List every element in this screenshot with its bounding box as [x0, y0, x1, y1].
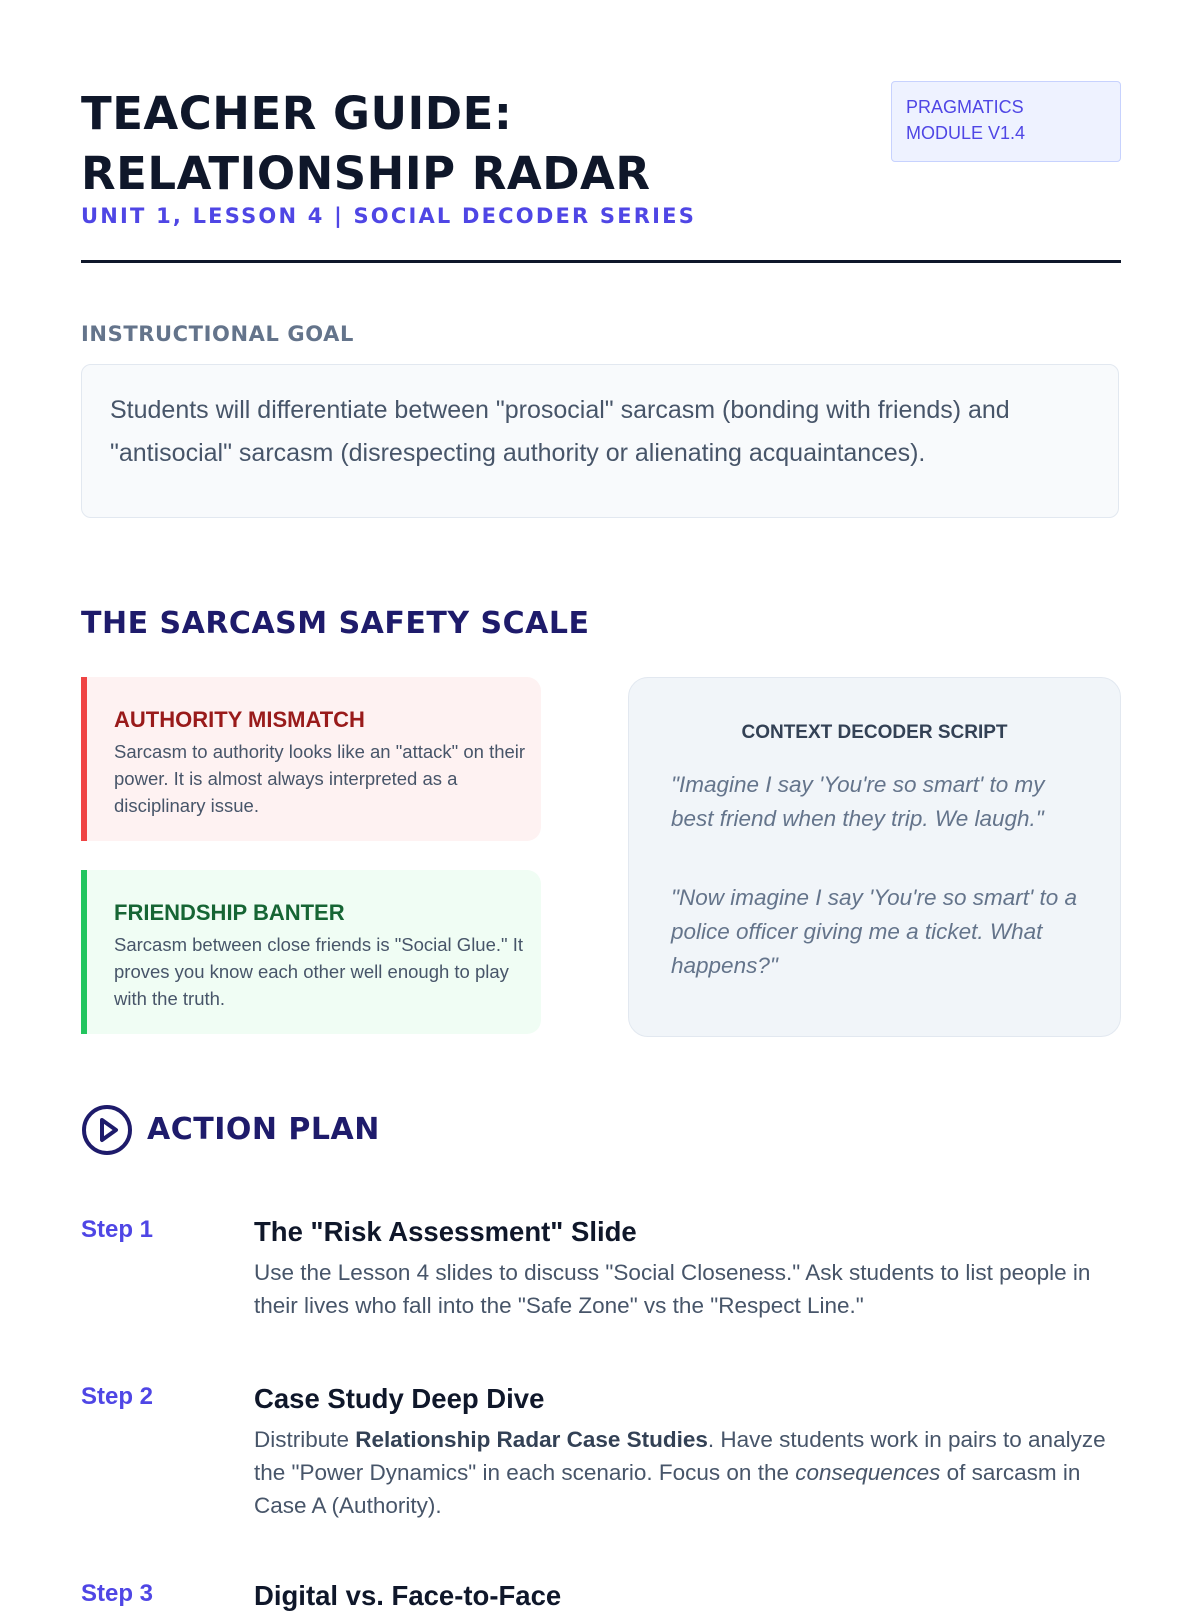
page-title-line-1: TEACHER GUIDE:	[81, 87, 513, 140]
friendship-banter-card	[81, 870, 541, 1034]
case-studies-emphasis: Relationship Radar Case Studies	[355, 1427, 708, 1452]
header-divider	[81, 260, 1121, 263]
module-badge	[891, 81, 1121, 162]
step-desc-text: of sarcasm in Case A (Authority).	[254, 1460, 1081, 1518]
card-text: Sarcasm to authority looks like an "attack" on their power. It is almost always interpreted as a disciplinary issue.	[114, 741, 526, 816]
card-title: FRIENDSHIP BANTER	[114, 900, 345, 925]
module-badge-line-1: PRAGMATICS	[906, 97, 1024, 117]
step-number: Step 2	[81, 1383, 154, 1410]
context-decoder-script-box	[628, 677, 1121, 1037]
consequences-emphasis: consequences	[795, 1460, 941, 1485]
action-plan-title: ACTION PLAN	[147, 1112, 380, 1147]
step-number: Step 1	[81, 1216, 154, 1243]
step-desc-text: Distribute	[254, 1427, 356, 1452]
script-quote: "Imagine I say 'You're so smart' to my best friend when they trip. We laugh."	[671, 772, 1045, 831]
authority-mismatch-card	[81, 677, 541, 841]
module-badge-line-2: MODULE V1.4	[906, 123, 1026, 143]
goal-box	[81, 364, 1119, 518]
step-title: Digital vs. Face-to-Face	[254, 1580, 562, 1611]
card-title: AUTHORITY MISMATCH	[114, 707, 365, 732]
play-circle-icon	[81, 1104, 133, 1156]
scale-section-title: THE SARCASM SAFETY SCALE	[81, 606, 590, 641]
step-description	[254, 1423, 1121, 1522]
step-description: Use the Lesson 4 slides to discuss "Social Closeness." Ask students to list people in their lives who fall into the "Safe Zone" vs the "Respect Line."	[254, 1260, 1091, 1318]
step-desc-text: . Have students work in pairs to analyze the "Power Dynamics" in each scenario. Focus on the	[254, 1427, 1106, 1485]
step-title: Case Study Deep Dive	[254, 1383, 545, 1414]
page-title-line-2: RELATIONSHIP RADAR	[81, 147, 651, 200]
page-subtitle: UNIT 1, LESSON 4 | SOCIAL DECODER SERIES	[81, 204, 697, 228]
step-title: The "Risk Assessment" Slide	[254, 1216, 637, 1247]
step-number: Step 3	[81, 1580, 154, 1607]
goal-text: Students will differentiate between "prosocial" sarcasm (bonding with friends) and "antisocial" sarcasm (disrespecting authority or alienating acquaintances).	[110, 396, 1010, 467]
page-title	[81, 84, 651, 204]
script-title: CONTEXT DECODER SCRIPT	[741, 722, 1008, 743]
script-quote: "Now imagine I say 'You're so smart' to a police officer giving me a ticket. What happens?"	[671, 885, 1078, 978]
card-text: Sarcasm between close friends is "Social Glue." It proves you know each other well enough to play with the truth.	[114, 934, 524, 1009]
goal-label: INSTRUCTIONAL GOAL	[81, 322, 354, 346]
